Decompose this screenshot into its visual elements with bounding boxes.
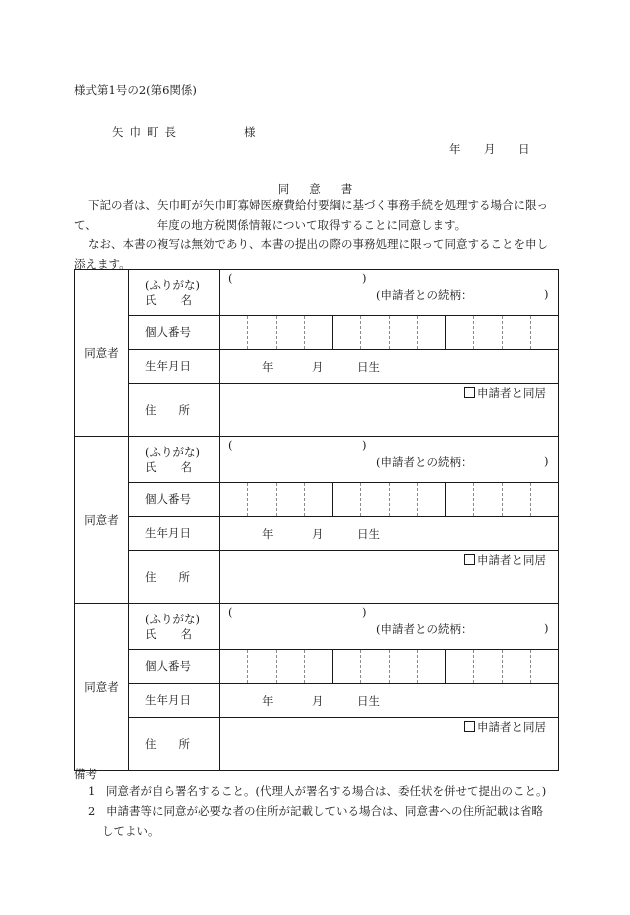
cohabit-checkbox[interactable] [464,719,546,735]
address-label [129,718,220,771]
title-char: 書 [340,182,353,196]
group-label: 同意者 [75,437,129,604]
relation-label: (申請者との続柄： [376,622,473,636]
digit-box[interactable] [247,483,275,516]
furigana-label: (ふりがな) [145,277,200,292]
digit-box[interactable] [530,483,558,516]
form-number: 様式第1号の2(第6関係) [74,83,197,97]
table-row [75,551,559,604]
address-field[interactable] [220,551,559,604]
digit-box[interactable] [276,483,304,516]
digit-box[interactable] [502,650,530,683]
birth-day: 日生 [357,360,380,374]
furigana-label: (ふりがな) [145,444,200,459]
addressee [112,124,182,141]
digit-box[interactable] [473,650,501,683]
note-number: 1 [88,784,96,798]
digit-box[interactable] [502,483,530,516]
digit-box[interactable] [247,316,275,349]
digit-box[interactable] [445,316,473,349]
digit-box[interactable] [417,650,445,683]
table-row [75,650,559,684]
address-label [129,384,220,437]
digit-box[interactable] [304,483,332,516]
name-label-char: 氏 [145,459,157,474]
checkbox-icon[interactable] [464,554,475,565]
digit-box[interactable] [389,483,417,516]
consent-table [74,269,559,771]
name-field[interactable] [220,604,559,650]
name-label-char: 氏 [145,292,157,307]
digit-box[interactable] [332,483,360,516]
digit-box[interactable] [360,316,388,349]
table-row [75,718,559,771]
addressee-char: 長 [164,125,176,139]
table-row [75,684,559,718]
note-text: 申請書等に同意が必要な者の住所が記載している場合は、同意書への住所記載は省略 [106,804,543,818]
cohabit-label: 申請者と同居 [477,553,546,567]
digit-box[interactable] [530,650,558,683]
paren-open: ( [228,438,233,452]
personal-number-field[interactable] [220,316,559,350]
note-item [88,801,558,841]
table-row [75,517,559,551]
number-label: 個人番号 [129,483,220,517]
addressee-char: 町 [147,125,159,139]
digit-box[interactable] [332,650,360,683]
digit-box[interactable] [276,316,304,349]
digit-box[interactable] [473,316,501,349]
table-row [75,437,559,483]
name-label-char: 名 [180,626,192,641]
group-label: 同意者 [75,604,129,771]
name-label-char: 名 [180,459,192,474]
para1-part-a: 下記の者は、矢巾町が矢巾町寡婦医療費給付要綱に基づく事務手続を処理する場合に限って、 [74,198,548,232]
birth-date-field[interactable] [220,350,559,384]
name-label-cell [129,604,220,650]
digit-box[interactable] [445,650,473,683]
digit-box[interactable] [276,650,304,683]
relation-label: (申請者との続柄： [376,455,473,469]
digit-box[interactable] [530,316,558,349]
table-row [75,483,559,517]
address-label-char: 住 [145,569,157,584]
digit-box[interactable] [304,316,332,349]
digit-box[interactable] [220,316,247,349]
para2-text: なお、本書の複写は無効であり、本書の提出の際の事務処理に限って同意することを申し添えます。 [74,237,548,271]
table-row [75,270,559,316]
para1-part-b: 年度の地方税関係情報について取得することに同意します。 [156,217,467,232]
address-label-char: 所 [178,402,190,417]
birth-date-field[interactable] [220,517,559,551]
name-label-cell [129,270,220,316]
relation-label: (申請者との続柄： [376,288,473,302]
number-label: 個人番号 [129,316,220,350]
note-number: 2 [88,804,96,818]
digit-box[interactable] [417,483,445,516]
birth-month: 月 [312,527,324,541]
address-field[interactable] [220,718,559,771]
digit-box[interactable] [247,650,275,683]
birth-day: 日生 [357,527,380,541]
name-field[interactable] [220,437,559,483]
address-label-char: 所 [178,569,190,584]
birth-month: 月 [312,360,324,374]
digit-box[interactable] [332,316,360,349]
digit-box[interactable] [220,483,247,516]
note-item [88,781,558,801]
relation-close: ) [544,454,549,468]
paren-close: ) [362,605,367,619]
relation-close: ) [544,621,549,635]
addressee-char: 巾 [129,125,141,139]
consent-paragraph [74,196,558,235]
notes-heading: 備考 [74,767,97,781]
address-label [129,551,220,604]
number-label: 個人番号 [129,650,220,684]
birth-year: 年 [262,527,274,541]
paren-close: ) [362,438,367,452]
cohabit-label: 申請者と同居 [477,720,546,734]
table-row [75,350,559,384]
name-field[interactable] [220,270,559,316]
note-text-continued: してよい。 [102,824,160,838]
birth-label: 生年月日 [129,517,220,551]
honorific: 様 [244,125,256,139]
paren-open: ( [228,271,233,285]
birth-label: 生年月日 [129,350,220,384]
table-row [75,384,559,437]
addressee-char: 矢 [112,125,124,139]
digit-box[interactable] [304,650,332,683]
table-row [75,316,559,350]
cohabit-checkbox[interactable] [464,385,546,401]
birth-label: 生年月日 [129,684,220,718]
title-char: 同 [277,182,290,196]
paren-open: ( [228,605,233,619]
date-line [449,141,530,158]
relation-close: ) [544,287,549,301]
birth-day: 日生 [357,694,380,708]
digit-box[interactable] [360,483,388,516]
digit-box[interactable] [389,316,417,349]
birth-year: 年 [262,694,274,708]
name-label-char: 名 [180,292,192,307]
birth-year: 年 [262,360,274,374]
address-label-char: 住 [145,736,157,751]
cohabit-label: 申請者と同居 [477,386,546,400]
personal-number-field[interactable] [220,650,559,684]
address-label-char: 住 [145,402,157,417]
digit-box[interactable] [360,650,388,683]
note-text: 同意者が自ら署名すること。(代理人が署名する場合は、委任状を併せて提出のこと。) [106,784,547,798]
address-field[interactable] [220,384,559,437]
digit-box[interactable] [220,650,247,683]
digit-box[interactable] [502,316,530,349]
digit-box[interactable] [473,483,501,516]
title-char: 意 [309,182,321,196]
personal-number-field[interactable] [220,483,559,517]
date-month: 月 [484,142,496,156]
paren-close: ) [362,271,367,285]
date-year: 年 [449,142,461,156]
name-label-cell [129,437,220,483]
checkbox-icon[interactable] [464,387,475,398]
name-label-char: 氏 [145,626,157,641]
digit-box[interactable] [417,316,445,349]
group-label: 同意者 [75,270,129,437]
table-row [75,604,559,650]
checkbox-icon[interactable] [464,721,475,732]
furigana-label: (ふりがな) [145,611,200,626]
cohabit-checkbox[interactable] [464,552,546,568]
digit-box[interactable] [445,483,473,516]
birth-date-field[interactable] [220,684,559,718]
birth-month: 月 [312,694,324,708]
digit-box[interactable] [389,650,417,683]
date-day: 日 [518,142,530,156]
address-label-char: 所 [178,736,190,751]
